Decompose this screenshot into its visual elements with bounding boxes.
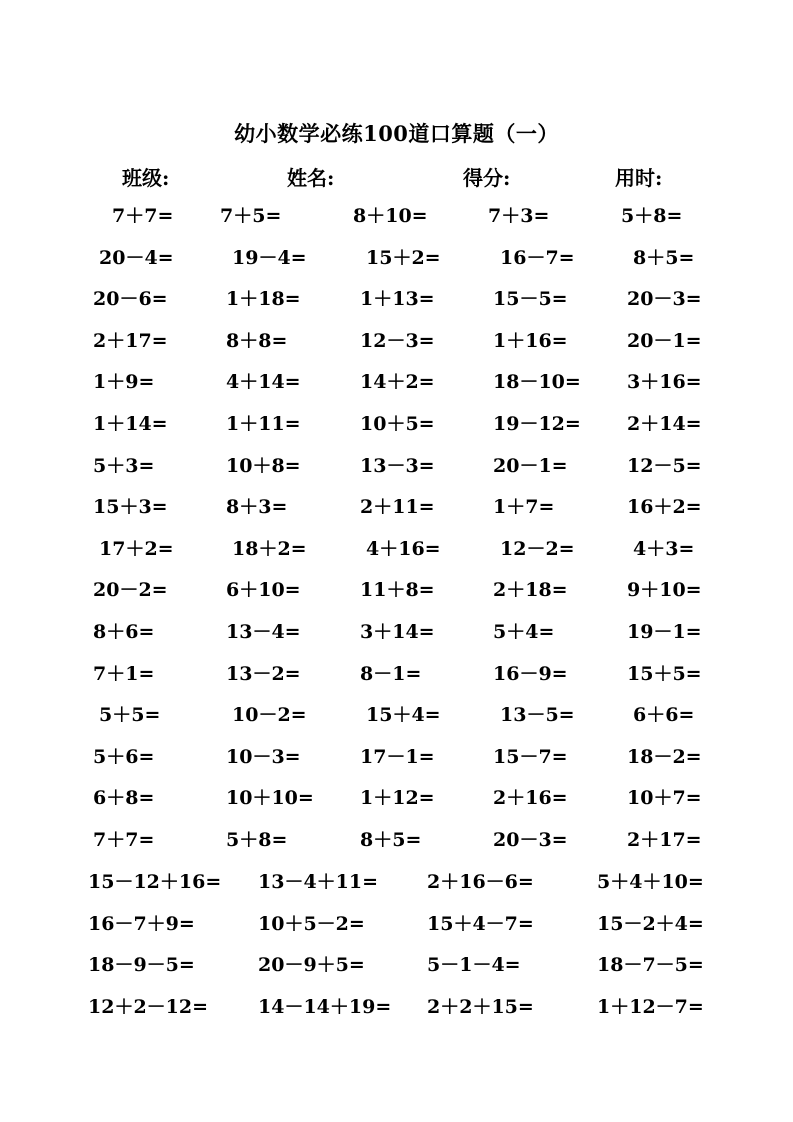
mixed-arithmetic-problem: 2＋16－6=: [427, 871, 534, 893]
mixed-arithmetic-problem: 13－4＋11=: [258, 871, 379, 893]
arithmetic-problem: 10＋10=: [226, 787, 314, 810]
arithmetic-problem: 5＋8=: [621, 205, 683, 227]
arithmetic-problem: 10＋7=: [627, 787, 702, 810]
arithmetic-problem: 10＋5=: [360, 413, 435, 435]
arithmetic-problem: 20－1=: [493, 454, 568, 477]
arithmetic-problem: 15＋5=: [627, 662, 702, 685]
arithmetic-problem: 6＋8=: [93, 787, 155, 810]
arithmetic-problem: 4＋14=: [226, 371, 301, 394]
arithmetic-problem: 15－7=: [493, 745, 568, 768]
arithmetic-problem: 3＋16=: [627, 371, 702, 394]
arithmetic-problem: 6＋10=: [226, 579, 301, 602]
arithmetic-problem: 13－3=: [360, 454, 435, 477]
arithmetic-problem: 20－1=: [627, 329, 702, 352]
arithmetic-problem: 5＋5=: [99, 704, 161, 727]
mixed-arithmetic-problem: 5＋4＋10=: [597, 871, 704, 893]
arithmetic-problem: 12－2=: [500, 537, 575, 560]
arithmetic-problem: 6＋6=: [633, 704, 695, 727]
arithmetic-problem: 8＋10=: [353, 205, 428, 227]
arithmetic-problem: 1＋18=: [226, 288, 301, 311]
arithmetic-problem: 15－5=: [493, 288, 568, 311]
mixed-arithmetic-problem: 14－14＋19=: [258, 995, 392, 1018]
arithmetic-problem: 10－2=: [232, 704, 307, 727]
arithmetic-problem: 1＋7=: [493, 496, 555, 519]
arithmetic-problem: 1＋13=: [360, 288, 435, 311]
class-label: 班级:: [122, 166, 170, 190]
arithmetic-problem: 7＋7=: [112, 205, 174, 227]
arithmetic-problem: 8＋8=: [226, 329, 288, 352]
arithmetic-problem: 8＋5=: [633, 246, 695, 269]
arithmetic-problem: 15＋3=: [93, 496, 168, 519]
arithmetic-problem: 1＋14=: [93, 413, 168, 435]
arithmetic-problem: 5＋4=: [493, 621, 555, 643]
arithmetic-problem: 16－7=: [500, 246, 575, 269]
arithmetic-problem: 20－3=: [493, 829, 568, 851]
arithmetic-problem: 14＋2=: [360, 371, 435, 394]
arithmetic-problem: 5＋3=: [93, 454, 155, 477]
arithmetic-problem: 3＋14=: [360, 621, 435, 643]
arithmetic-problem: 5＋8=: [226, 829, 288, 851]
arithmetic-problem: 2＋17=: [93, 329, 168, 352]
arithmetic-problem: 10－3=: [226, 745, 301, 768]
arithmetic-problem: 5＋6=: [93, 745, 155, 768]
arithmetic-problem: 7＋1=: [93, 662, 155, 685]
mixed-arithmetic-problem: 16－7＋9=: [88, 912, 195, 935]
mixed-arithmetic-problem: 20－9＋5=: [258, 954, 365, 976]
mixed-arithmetic-problem: 10＋5－2=: [258, 912, 365, 935]
arithmetic-problem: 20－3=: [627, 288, 702, 311]
arithmetic-problem: 15＋2=: [366, 246, 441, 269]
arithmetic-problem: 9＋10=: [627, 579, 702, 602]
arithmetic-problem: 8＋6=: [93, 621, 155, 643]
arithmetic-problem: 16－9=: [493, 662, 568, 685]
arithmetic-problem: 19－4=: [232, 246, 307, 269]
arithmetic-problem: 13－5=: [500, 704, 575, 727]
mixed-arithmetic-problem: 18－7－5=: [597, 954, 704, 976]
arithmetic-problem: 1＋11=: [226, 413, 301, 435]
arithmetic-problem: 7＋7=: [93, 829, 155, 851]
mixed-arithmetic-problem: 15－12＋16=: [88, 871, 222, 893]
score-label: 得分:: [463, 166, 511, 190]
arithmetic-problem: 2＋14=: [627, 413, 702, 435]
time-label: 用时:: [615, 166, 663, 190]
arithmetic-problem: 4＋3=: [633, 537, 695, 560]
arithmetic-problem: 20－6=: [93, 288, 168, 311]
mixed-arithmetic-problem: 12＋2－12=: [88, 995, 209, 1018]
arithmetic-problem: 17＋2=: [99, 537, 174, 560]
arithmetic-problem: 2＋11=: [360, 496, 435, 519]
mixed-arithmetic-problem: 18－9－5=: [88, 954, 195, 976]
arithmetic-problem: 20－4=: [99, 246, 174, 269]
arithmetic-problem: 15＋4=: [366, 704, 441, 727]
arithmetic-problem: 1＋9=: [93, 371, 155, 394]
arithmetic-problem: 12－3=: [360, 329, 435, 352]
mixed-arithmetic-problem: 2＋2＋15=: [427, 995, 534, 1018]
arithmetic-problem: 17－1=: [360, 745, 435, 768]
arithmetic-problem: 18－2=: [627, 745, 702, 768]
arithmetic-problem: 13－4=: [226, 621, 301, 643]
page-title: 幼小数学必练100道口算题（一）: [234, 121, 559, 146]
arithmetic-problem: 8＋3=: [226, 496, 288, 519]
arithmetic-problem: 20－2=: [93, 579, 168, 602]
mixed-arithmetic-problem: 1＋12－7=: [597, 995, 704, 1018]
arithmetic-problem: 4＋16=: [366, 537, 441, 560]
arithmetic-problem: 13－2=: [226, 662, 301, 685]
arithmetic-problem: 2＋16=: [493, 787, 568, 810]
arithmetic-problem: 11＋8=: [360, 579, 435, 602]
arithmetic-problem: 16＋2=: [627, 496, 702, 519]
name-label: 姓名:: [287, 166, 335, 190]
arithmetic-problem: 12－5=: [627, 454, 702, 477]
mixed-arithmetic-problem: 15＋4－7=: [427, 912, 534, 935]
mixed-arithmetic-problem: 5－1－4=: [427, 954, 521, 976]
arithmetic-problem: 2＋17=: [627, 829, 702, 851]
arithmetic-problem: 7＋3=: [488, 205, 550, 227]
arithmetic-problem: 1＋12=: [360, 787, 435, 810]
arithmetic-problem: 18＋2=: [232, 537, 307, 560]
arithmetic-problem: 8＋5=: [360, 829, 422, 851]
arithmetic-problem: 19－12=: [493, 413, 581, 435]
mixed-arithmetic-problem: 15－2＋4=: [597, 912, 704, 935]
arithmetic-problem: 18－10=: [493, 371, 581, 394]
arithmetic-problem: 1＋16=: [493, 329, 568, 352]
arithmetic-problem: 10＋8=: [226, 454, 301, 477]
arithmetic-problem: 7＋5=: [220, 205, 282, 227]
arithmetic-problem: 19－1=: [627, 621, 702, 643]
arithmetic-problem: 2＋18=: [493, 579, 568, 602]
arithmetic-problem: 8－1=: [360, 662, 422, 685]
